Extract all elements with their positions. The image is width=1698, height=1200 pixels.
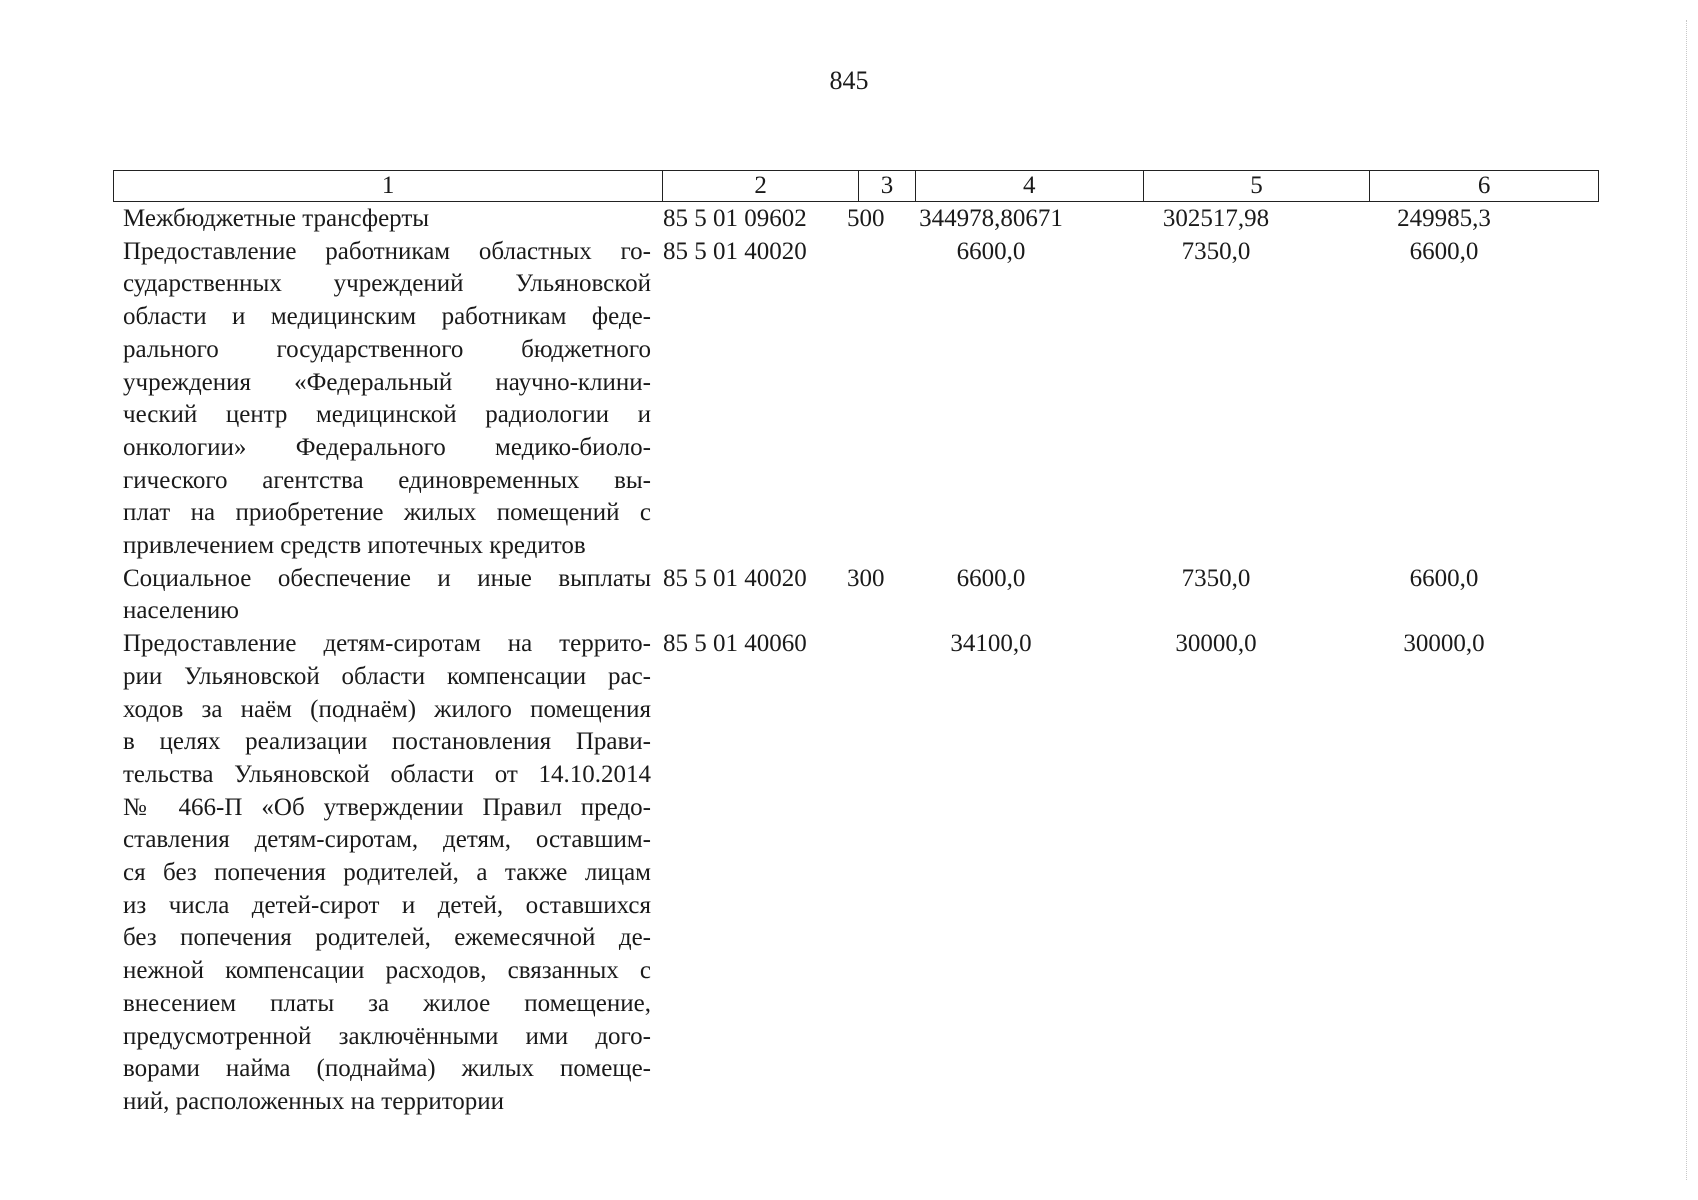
row-value-5-cell: 7350,0 bbox=[1181, 237, 1251, 265]
row-value-6-cell: 249985,3 bbox=[1397, 205, 1491, 232]
row-value-4-cell: 6600,0 bbox=[956, 237, 1026, 265]
row-name-line: учреждения «Федеральный научно-клини- bbox=[123, 368, 651, 396]
row-name-line: нежной компенсации расходов, связанных с bbox=[123, 957, 651, 985]
row-name-cell bbox=[123, 628, 651, 1119]
row-value-6-cell: 30000,0 bbox=[1403, 630, 1485, 658]
table-row bbox=[123, 236, 1599, 563]
row-value-4-cell: 6600,0 bbox=[956, 564, 1026, 592]
row-name-line: № 466-П «Об утверждении Правил предо- bbox=[123, 793, 651, 821]
row-name-line: Предоставление работникам областных го- bbox=[123, 237, 651, 265]
header-cell-2: 2 bbox=[663, 171, 859, 201]
row-name-line: ставления детям-сиротам, детям, оставшим- bbox=[123, 826, 651, 854]
page-number: 845 bbox=[829, 66, 869, 95]
row-name-line: Социальное обеспечение и иные выплаты bbox=[123, 564, 651, 592]
table-row bbox=[123, 563, 1599, 628]
row-value-4-cell: 344978,80671 bbox=[919, 205, 1063, 232]
row-name-line: гического агентства единовременных вы- bbox=[123, 466, 651, 494]
header-cell-6: 6 bbox=[1477, 172, 1491, 199]
row-value-6-cell: 6600,0 bbox=[1409, 237, 1479, 265]
row-name-line: области и медицинским работникам феде- bbox=[123, 303, 651, 331]
row-name-line: ворами найма (поднайма) жилых помеще- bbox=[123, 1055, 651, 1083]
row-code-cell: 85 5 01 40020 bbox=[663, 564, 807, 592]
header-cell-4: 4 bbox=[916, 171, 1144, 201]
row-name-line: Предоставление детям-сиротам на террито- bbox=[123, 630, 651, 658]
row-code-cell: 85 5 01 09602 bbox=[663, 205, 807, 232]
row-code-cell: 85 5 01 40020 bbox=[663, 237, 807, 265]
row-code-cell: 85 5 01 40060 bbox=[663, 630, 807, 658]
row-name-line: из числа детей-сирот и детей, оставшихся bbox=[123, 891, 651, 919]
table-body bbox=[123, 203, 1599, 1119]
row-value-6-cell: 6600,0 bbox=[1409, 564, 1479, 592]
row-name-line: Межбюджетные трансферты bbox=[123, 205, 430, 232]
row-name-line: рии Ульяновской области компенсации рас- bbox=[123, 662, 651, 690]
header-cell-5: 5 bbox=[1144, 171, 1371, 201]
row-name-line: ческий центр медицинской радиологии и bbox=[123, 401, 651, 429]
row-type-cell: 300 bbox=[847, 564, 885, 592]
header-cell-1: 1 bbox=[114, 171, 663, 201]
row-name-line: без попечения родителей, ежемесячной де- bbox=[123, 924, 651, 952]
row-value-5-cell: 7350,0 bbox=[1181, 564, 1251, 592]
table-header-row bbox=[113, 170, 1599, 202]
row-name-line: ний, расположенных на территории bbox=[123, 1087, 505, 1115]
scan-edge bbox=[1686, 20, 1688, 1180]
row-name-line: онкологии» Федерального медико-биоло- bbox=[123, 433, 651, 461]
row-value-4-cell: 34100,0 bbox=[950, 630, 1032, 658]
table-row bbox=[123, 628, 1599, 1119]
row-name-line: рального государственного бюджетного bbox=[123, 335, 651, 363]
row-name-line: населению bbox=[123, 597, 239, 625]
row-name-line: ходов за наём (поднаём) жилого помещения bbox=[123, 695, 651, 723]
row-value-5-cell: 30000,0 bbox=[1175, 630, 1257, 658]
row-name-cell bbox=[123, 203, 651, 236]
row-name-line: тельства Ульяновской области от 14.10.2014 bbox=[123, 760, 651, 788]
row-type-cell: 500 bbox=[847, 205, 885, 232]
table-row bbox=[123, 203, 1599, 236]
row-name-cell bbox=[123, 563, 651, 628]
row-name-cell bbox=[123, 236, 651, 563]
row-name-line: плат на приобретение жилых помещений с bbox=[123, 499, 651, 527]
header-cell-3: 3 bbox=[859, 171, 916, 201]
row-value-5-cell: 302517,98 bbox=[1162, 205, 1270, 232]
row-name-line: привлечением средств ипотечных кредитов bbox=[123, 532, 586, 560]
row-name-line: предусмотренной заключёнными ими дого- bbox=[123, 1022, 651, 1050]
row-name-line: в целях реализации постановления Прави- bbox=[123, 728, 651, 756]
row-name-line: сударственных учреждений Ульяновской bbox=[123, 270, 651, 298]
row-name-line: внесением платы за жилое помещение, bbox=[123, 989, 651, 1017]
row-name-line: ся без попечения родителей, а также лицам bbox=[123, 859, 651, 887]
